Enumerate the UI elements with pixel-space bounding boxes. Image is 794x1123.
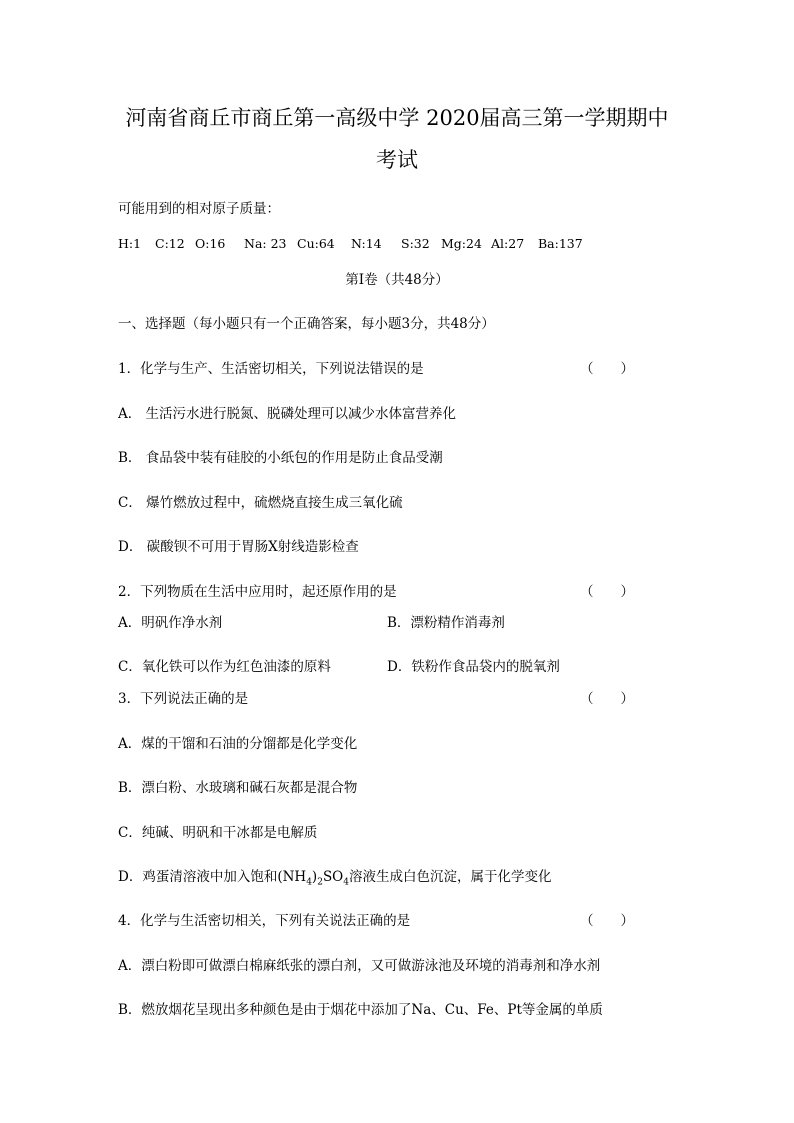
atomic-mass-item: Al:27	[491, 236, 525, 251]
question-4-stem: 4．化学与生活密切相关，下列有关说法正确的是	[118, 913, 411, 929]
subscript: 2	[317, 877, 323, 888]
atomic-mass-item: N:14	[351, 236, 382, 251]
question-3-option-a: A．煤的干馏和石油的分馏都是化学变化	[118, 736, 358, 752]
exam-title-line2: 考试	[376, 148, 418, 172]
atomic-mass-item: Cu:64	[297, 236, 335, 251]
question-4-option-a: A．漂白粉即可做漂白棉麻纸张的漂白剂，又可做游泳池及环境的消毒剂和净水剂	[118, 958, 601, 974]
atomic-mass-item: Ba:137	[538, 236, 583, 251]
part-heading: 一、选择题（每小题只有一个正确答案，每小题3分，共48分）	[118, 316, 495, 332]
atomic-mass-heading: 可能用到的相对原子质量：	[118, 201, 280, 217]
atomic-mass-item: S:32	[401, 236, 430, 251]
option-d-text-paren: )	[311, 869, 318, 885]
question-3-answer-blank: （ ）	[580, 691, 634, 707]
question-2-option-d: D．铁粉作食品袋内的脱氧剂	[387, 659, 560, 675]
question-1-answer-blank: （ ）	[580, 361, 634, 377]
question-2-answer-blank: （ ）	[580, 584, 634, 600]
question-2-option-a: A．明矾作净水剂	[118, 615, 223, 631]
question-2-stem: 2．下列物质在生活中应用时，起还原作用的是	[118, 584, 397, 600]
atomic-mass-item: C:12	[155, 236, 185, 251]
atomic-mass-item: O:16	[195, 236, 226, 251]
question-2-option-c: C．氧化铁可以作为红色油漆的原料	[118, 659, 331, 675]
question-1-option-d: D． 碳酸钡不可用于胃肠X射线造影检查	[118, 539, 359, 555]
question-1-option-c: C． 爆竹燃放过程中，硫燃烧直接生成三氧化硫	[118, 495, 403, 511]
atomic-mass-item: Mg:24	[441, 236, 482, 251]
exam-title-line1: 河南省商丘市商丘第一高级中学 2020届高三第一学期期中	[125, 106, 669, 130]
subscript: 4	[306, 877, 312, 888]
atomic-mass-item: H:1	[118, 236, 142, 251]
subscript: 4	[343, 877, 349, 888]
question-3-stem: 3．下列说法正确的是	[118, 691, 249, 707]
question-1-option-a: A． 生活污水进行脱氮、脱磷处理可以减少水体富营养化	[118, 406, 457, 422]
question-2-option-b: B．漂粉精作消毒剂	[387, 615, 505, 631]
question-1-stem: 1．化学与生产、生活密切相关，下列说法错误的是	[118, 361, 424, 377]
question-3-option-b: B．漂白粉、水玻璃和碱石灰都是混合物	[118, 780, 358, 796]
question-4-option-b: B．燃放烟花呈现出多种颜色是由于烟花中添加了Na、Cu、Fe、Pt等金属的单质	[118, 1002, 603, 1018]
option-d-text-start: D．鸡蛋清溶液中加入饱和(NH	[118, 869, 307, 885]
question-3-option-c: C．纯碱、明矾和干冰都是电解质	[118, 825, 318, 841]
question-4-answer-blank: （ ）	[580, 913, 634, 929]
option-d-text-so: SO	[322, 869, 344, 885]
section-title: 第I卷（共48分）	[345, 272, 449, 288]
question-3-option-d	[118, 868, 552, 892]
question-1-option-b: B． 食品袋中装有硅胶的小纸包的作用是防止食品受潮	[118, 450, 443, 466]
option-d-text-end: 溶液生成白色沉淀，属于化学变化	[349, 869, 552, 885]
atomic-mass-item: Na: 23	[244, 236, 287, 251]
